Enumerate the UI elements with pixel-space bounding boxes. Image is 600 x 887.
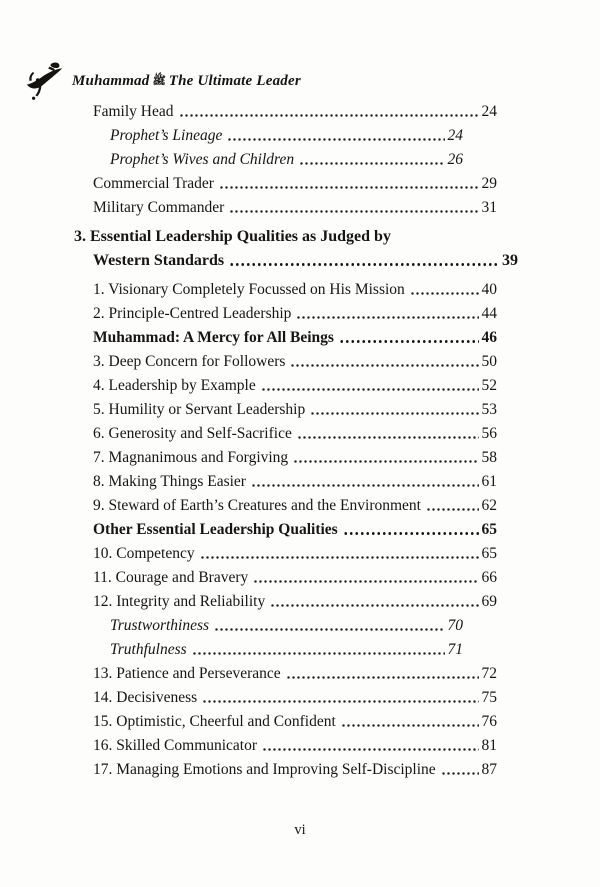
toc-entry-label: 5. Humility or Servant Leadership	[93, 401, 306, 418]
toc-entry-label: 16. Skilled Communicator	[93, 737, 258, 754]
toc-entry-page: 69	[481, 593, 497, 610]
toc-entry-label: Western Standards	[93, 252, 225, 269]
dot-leader	[426, 494, 479, 518]
pbuh-honorific-glyph: ﷺ	[152, 74, 166, 87]
toc-entry-label: 9. Steward of Earth’s Creatures and the Environment	[93, 497, 421, 514]
toc-entry	[93, 446, 497, 470]
toc-subentry	[110, 124, 463, 148]
toc-subentry	[110, 614, 463, 638]
toc-entry-page: 53	[481, 401, 497, 418]
toc-entry	[93, 470, 497, 494]
toc-entry-page: 26	[447, 151, 463, 168]
toc-entry	[93, 494, 497, 518]
toc-entry-label: 15. Optimistic, Cheerful and Confident	[93, 713, 336, 730]
toc-subentry	[110, 638, 463, 662]
dot-leader	[262, 734, 478, 758]
dot-leader	[253, 566, 478, 590]
toc-entry-page: 87	[481, 761, 497, 778]
toc-entry-label: Family Head	[93, 103, 174, 120]
toc-entry-page: 39	[502, 252, 518, 269]
toc-entry-label: 10. Competency	[93, 545, 195, 562]
toc-entry	[93, 566, 497, 590]
dot-leader	[229, 249, 499, 273]
toc-entry-page: 46	[481, 329, 497, 346]
dot-leader	[219, 172, 479, 196]
toc-entry-page: 24	[447, 127, 463, 144]
dot-leader	[343, 518, 479, 542]
toc-entry-label: Trustworthiness	[110, 617, 210, 634]
dot-leader	[296, 302, 478, 326]
book-title	[72, 73, 301, 90]
toc-entry-page: 70	[447, 617, 463, 634]
toc-entry-label: Commercial Trader	[93, 175, 214, 192]
toc-entry	[93, 100, 497, 124]
toc-entry-label: Truthfulness	[110, 641, 187, 658]
toc-entry	[93, 196, 497, 220]
dot-leader	[202, 686, 478, 710]
toc-entry-label: 6. Generosity and Self-Sacrifice	[93, 425, 292, 442]
toc-entry-label: 12. Integrity and Reliability	[93, 593, 266, 610]
toc-entry-page: 56	[481, 425, 497, 442]
toc-entry	[93, 734, 497, 758]
toc-entry-page: 75	[481, 689, 497, 706]
toc-entry-page: 72	[481, 665, 497, 682]
toc-chapter-heading-line2	[93, 249, 518, 273]
toc-entry-page: 40	[481, 281, 497, 298]
toc-entry	[93, 398, 497, 422]
toc-entry-page: 58	[481, 449, 497, 466]
toc-entry-bold	[93, 518, 497, 542]
toc-entry	[93, 662, 497, 686]
dot-leader	[200, 542, 479, 566]
toc-entry-label: 8. Making Things Easier	[93, 473, 246, 490]
book-title-name: Muhammad	[72, 72, 150, 89]
toc-chapter-heading-line1: 3. Essential Leadership Qualities as Judged by	[74, 228, 391, 245]
dot-leader	[299, 148, 444, 172]
toc-entry-page: 66	[481, 569, 497, 586]
dot-leader	[341, 710, 479, 734]
folio-page-number: vi	[294, 822, 306, 838]
toc-entry-label: 1. Visionary Completely Focussed on His Mission	[93, 281, 405, 298]
table-of-contents	[74, 100, 518, 782]
toc-entry-page: 52	[481, 377, 497, 394]
toc-entry-page: 44	[481, 305, 497, 322]
toc-entry-label: 4. Leadership by Example	[93, 377, 256, 394]
book-title-rest: The Ultimate Leader	[168, 72, 301, 89]
running-header	[25, 60, 301, 102]
dot-leader	[410, 278, 479, 302]
toc-entry-label: 7. Magnanimous and Forgiving	[93, 449, 289, 466]
toc-entry-label: 13. Patience and Perseverance	[93, 665, 281, 682]
toc-entry-page: 62	[481, 497, 497, 514]
toc-entry-label: 17. Managing Emotions and Improving Self-Discipline	[93, 761, 436, 778]
toc-entry-label: 14. Decisiveness	[93, 689, 198, 706]
dot-leader	[339, 326, 479, 350]
toc-entry-label: 2. Principle-Centred Leadership	[93, 305, 292, 322]
dot-leader	[310, 398, 478, 422]
dot-leader	[293, 446, 478, 470]
toc-entry	[93, 374, 497, 398]
dot-leader	[251, 470, 479, 494]
toc-entry-label: 3. Deep Concern for Followers	[93, 353, 286, 370]
dot-leader	[270, 590, 478, 614]
toc-entry	[93, 686, 497, 710]
toc-entry-page: 81	[481, 737, 497, 754]
toc-entry	[93, 278, 497, 302]
toc-entry-page: 61	[481, 473, 497, 490]
toc-entry-page: 76	[481, 713, 497, 730]
toc-entry	[93, 422, 497, 446]
toc-entry	[93, 172, 497, 196]
toc-entry	[93, 710, 497, 734]
toc-entry-page: 65	[481, 521, 497, 538]
toc-entry-label: Prophet’s Wives and Children	[110, 151, 295, 168]
toc-entry-label: Prophet’s Lineage	[110, 127, 223, 144]
toc-entry-label: Muhammad: A Mercy for All Beings	[93, 329, 334, 346]
toc-entry-page: 29	[481, 175, 497, 192]
toc-entry-page: 31	[481, 199, 497, 216]
dot-leader	[297, 422, 479, 446]
toc-entry-label: Other Essential Leadership Qualities	[93, 521, 338, 538]
toc-entry-page: 50	[481, 353, 497, 370]
toc-entry	[93, 350, 497, 374]
dot-leader	[261, 374, 479, 398]
toc-entry-page: 65	[481, 545, 497, 562]
dot-leader	[214, 614, 444, 638]
toc-entry-label: 11. Courage and Bravery	[93, 569, 249, 586]
toc-subentry	[110, 148, 463, 172]
muhammad-calligraphy-icon	[25, 60, 65, 102]
toc-entry	[93, 758, 497, 782]
dot-leader	[192, 638, 445, 662]
toc-entry-label: Military Commander	[93, 199, 225, 216]
toc-entry-bold	[93, 326, 497, 350]
toc-entry	[93, 542, 497, 566]
dot-leader	[179, 100, 479, 124]
toc-entry	[93, 590, 497, 614]
dot-leader	[229, 196, 478, 220]
dot-leader	[286, 662, 479, 686]
toc-entry-page: 24	[481, 103, 497, 120]
toc-entry	[93, 302, 497, 326]
dot-leader	[290, 350, 478, 374]
dot-leader	[441, 758, 479, 782]
dot-leader	[227, 124, 444, 148]
toc-entry-page: 71	[447, 641, 463, 658]
